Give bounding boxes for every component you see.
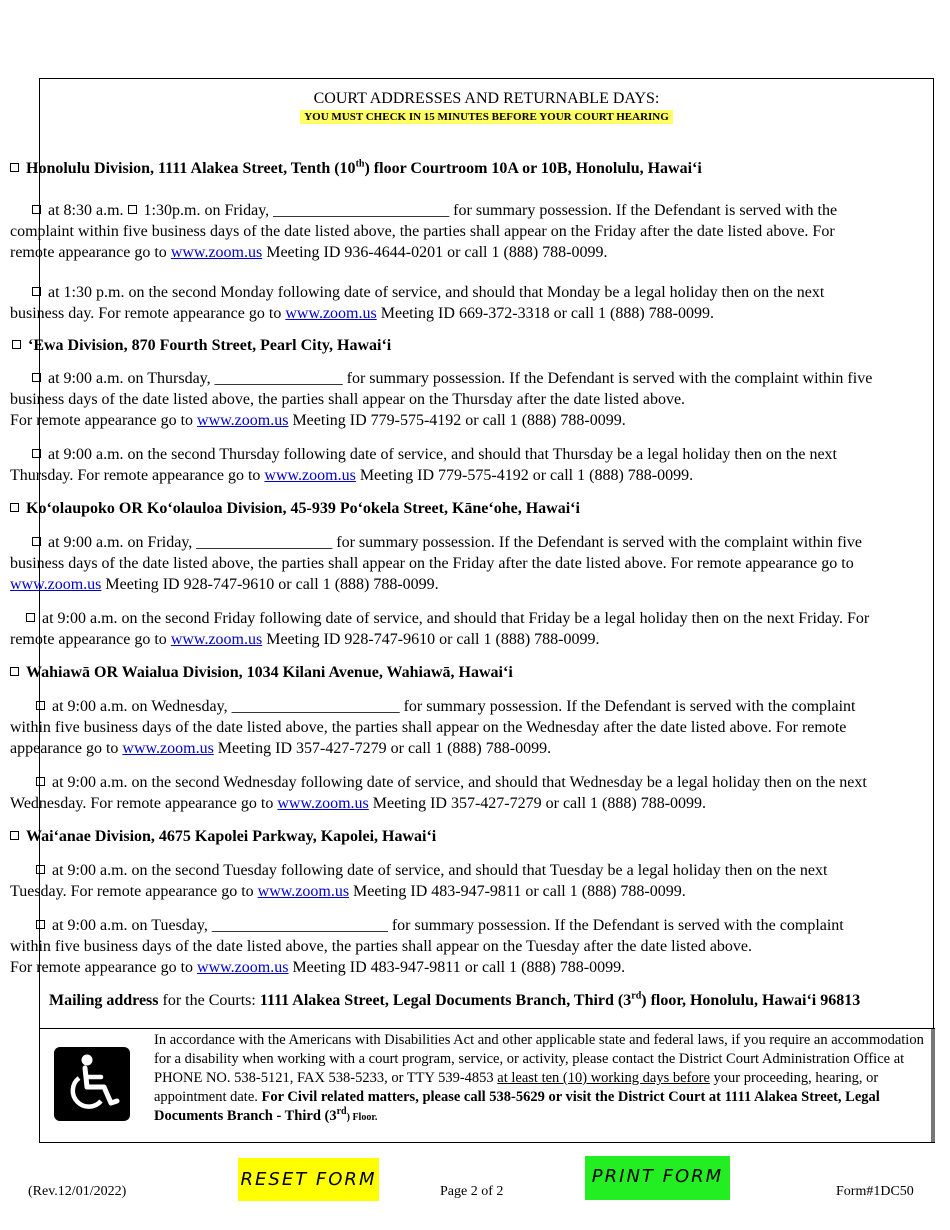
zoom-link[interactable]: www.zoom.us bbox=[170, 631, 263, 648]
ada-text: In accordance with the Americans with Disabilities Act and other applicable state and federal laws, if you require an accommodation for a disability when working with a court program, service, or activity, please contact the District Court Administration Office at PHONE NO. 538-5121, FAX 538-5233, or TTY 539-4853 at least ten (10) working days before your proceeding, hearing, or appointment date. For Civil related matters, please call 538-5629 or visit the District Court at 1111 Alakea Street, Legal Documents Branch - Third (3rd) Floor. bbox=[154, 1032, 924, 1124]
wahiawa-division-checkbox[interactable] bbox=[10, 667, 19, 676]
honolulu-option-friday: at 8:30 a.m. 1:30p.m. on Friday, ______________________ for summary possession. If the Defendant is served with the complaint within five business days of the date listed above, the parties shall appear on the Friday after the date listed above. For remote appearance go to www.zoom.us Meeting ID 936-4644-0201 or call 1 (888) 788-0099. bbox=[10, 202, 838, 261]
waianae-division-checkbox[interactable] bbox=[10, 831, 19, 840]
ewa-division-heading: ʻEwa Division, 870 Fourth Street, Pearl City, Hawaiʻi bbox=[10, 336, 883, 356]
ewa-second-thursday-checkbox[interactable] bbox=[32, 449, 41, 458]
honolulu-division-checkbox[interactable] bbox=[10, 163, 19, 172]
wahiawa-wednesday-checkbox[interactable] bbox=[36, 701, 45, 710]
form-number: Form#1DC50 bbox=[836, 1184, 914, 1199]
ewa-option-second-thursday: at 9:00 a.m. on the second Thursday following date of service, and should that Thursday be a legal holiday then on the next Thursday. For remote appearance go to www.zoom.us Meeting ID 779-575-4192 or call 1 (888) 788-0099. bbox=[10, 446, 837, 484]
ada-notice bbox=[39, 1028, 935, 1143]
ewa-option-thursday: at 9:00 a.m. on Thursday, ________________ for summary possession. If the Defendant is served with the complaint within five business days of the date listed above, the parties shall appear on the Thursday after the date listed above. For remote appearance go to www.zoom.us Meeting ID 779-575-4192 or call 1 (888) 788-0099. bbox=[10, 370, 873, 429]
wahiawa-second-wednesday-checkbox[interactable] bbox=[36, 777, 45, 786]
waianae-second-tuesday-checkbox[interactable] bbox=[36, 865, 45, 874]
honolulu-monday-checkbox[interactable] bbox=[32, 287, 41, 296]
mailing-address: Mailing address for the Courts: 1111 Alakea Street, Legal Documents Branch, Third (3rd) floor, Honolulu, Hawaiʻi 96813 bbox=[49, 990, 861, 1009]
reset-form-button[interactable]: RESET FORM bbox=[238, 1158, 379, 1201]
check-in-warning: YOU MUST CHECK IN 15 MINUTES BEFORE YOUR COURT HEARING bbox=[300, 110, 673, 124]
wahiawa-division-heading: Wahiawā OR Waialua Division, 1034 Kilani Avenue, Wahiawā, Hawaiʻi bbox=[10, 663, 883, 683]
honolulu-division-heading: Honolulu Division, 1111 Alakea Street, Tenth (10th) floor Courtroom 10A or 10B, Honolulu, Hawaiʻi bbox=[10, 159, 883, 179]
zoom-link[interactable]: www.zoom.us bbox=[285, 305, 377, 322]
zoom-link[interactable]: www.zoom.us bbox=[122, 740, 214, 757]
zoom-link[interactable]: www.zoom.us bbox=[264, 467, 356, 484]
ewa-division-checkbox[interactable] bbox=[12, 340, 21, 349]
zoom-link[interactable]: www.zoom.us bbox=[197, 412, 289, 429]
waianae-tuesday-checkbox[interactable] bbox=[36, 920, 45, 929]
honolulu-130-checkbox[interactable] bbox=[128, 205, 137, 214]
koolaupoko-division-checkbox[interactable] bbox=[10, 503, 19, 512]
wahiawa-option-wednesday: at 9:00 a.m. on Wednesday, _____________________ for summary possession. If the Defendant is served with the complaint within five business days of the date listed above, the parties shall appear on the Wednesday after the date listed above. For remote appearance go to www.zoom.us Meeting ID 357-427-7279 or call 1 (888) 788-0099. bbox=[10, 698, 856, 757]
zoom-link[interactable]: www.zoom.us bbox=[197, 959, 289, 976]
koolaupoko-division-heading: Koʻolaupoko OR Koʻolauloa Division, 45-939 Poʻokela Street, Kāneʻohe, Hawaiʻi bbox=[10, 499, 883, 519]
wheelchair-accessibility-icon bbox=[54, 1047, 130, 1121]
header bbox=[50, 79, 923, 124]
revision-date: (Rev.12/01/2022) bbox=[28, 1184, 127, 1199]
zoom-link[interactable]: www.zoom.us bbox=[277, 795, 369, 812]
page-number: Page 2 of 2 bbox=[440, 1184, 504, 1199]
honolulu-option-monday: at 1:30 p.m. on the second Monday following date of service, and should that Monday be a legal holiday then on the next business day. For remote appearance go to www.zoom.us Meeting ID 669-372-3318 or call 1 (888) 788-0099. bbox=[10, 284, 825, 322]
section-title: COURT ADDRESSES AND RETURNABLE DAYS: bbox=[313, 90, 660, 107]
box-shadow bbox=[931, 1029, 935, 1142]
koolaupoko-second-friday-checkbox[interactable] bbox=[26, 613, 35, 622]
zoom-link[interactable]: www.zoom.us bbox=[257, 883, 350, 900]
honolulu-830-checkbox[interactable] bbox=[32, 205, 41, 214]
waianae-option-second-tuesday: at 9:00 a.m. on the second Tuesday following date of service, and should that Tuesday be a legal holiday then on the next Tuesday. For remote appearance go to www.zoom.us Meeting ID 483-947-9811 or call 1 (888) 788-0099. bbox=[10, 862, 828, 900]
koolaupoko-option-friday: at 9:00 a.m. on Friday, _________________ for summary possession. If the Defendant is served with the complaint within five business days of the date listed above, the parties shall appear on the Friday after the date listed above. For remote appearance go to www.zoom.us Meeting ID 928-747-9610 or call 1 (888) 788-0099. bbox=[10, 534, 862, 593]
ewa-thursday-checkbox[interactable] bbox=[32, 373, 41, 382]
waianae-option-tuesday: at 9:00 a.m. on Tuesday, ______________________ for summary possession. If the Defendant is served with the complaint within five business days of the date listed above, the parties shall appear on the Tuesday after the date listed above. For remote appearance go to www.zoom.us Meeting ID 483-947-9811 or call 1 (888) 788-0099. bbox=[10, 917, 844, 976]
koolaupoko-friday-checkbox[interactable] bbox=[32, 537, 41, 546]
waianae-division-heading: Waiʻanae Division, 4675 Kapolei Parkway, Kapolei, Hawaiʻi bbox=[10, 827, 883, 847]
koolaupoko-option-second-friday: at 9:00 a.m. on the second Friday following date of service, and should that Friday be a legal holiday then on the next Friday. For remote appearance go to www.zoom.us Meeting ID 928-747-9610 or call 1 (888) 788-0099. bbox=[10, 610, 870, 648]
print-form-button[interactable]: PRINT FORM bbox=[585, 1156, 730, 1200]
zoom-link[interactable]: www.zoom.us bbox=[170, 244, 263, 261]
zoom-link[interactable]: www.zoom.us bbox=[10, 576, 102, 593]
wahiawa-option-second-wednesday: at 9:00 a.m. on the second Wednesday following date of service, and should that Wednesday be a legal holiday then on the next Wednesday. For remote appearance go to www.zoom.us Meeting ID 357-427-7279 or call 1 (888) 788-0099. bbox=[10, 774, 867, 812]
